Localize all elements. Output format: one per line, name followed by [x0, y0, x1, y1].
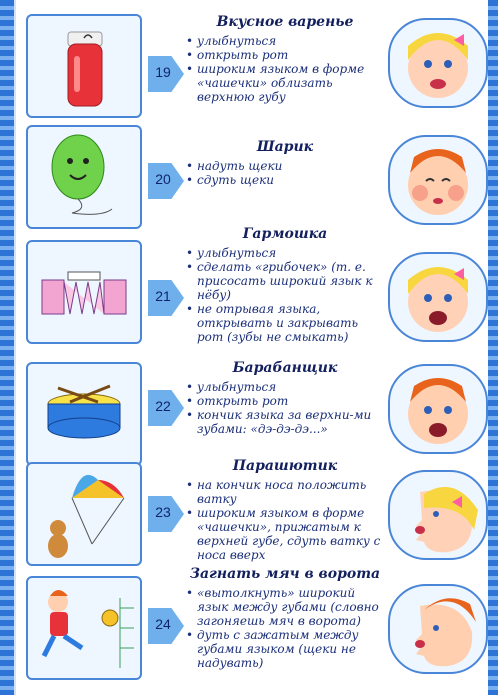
girl-profile-blowing-icon: [388, 470, 488, 560]
exercise-number-badge: 24: [148, 608, 184, 644]
boy-open-mouth-icon: [388, 364, 488, 454]
step-item: • улыбнуться: [186, 380, 384, 394]
step-item: • улыбнуться: [186, 246, 384, 260]
jam-jar-icon: [26, 14, 142, 118]
step-item: • не отрывая языка, открывать и закрывать рот (зубы не смыкать): [186, 302, 384, 344]
parachute-teddy-icon: [26, 462, 142, 566]
exercise-number-badge: 21: [148, 280, 184, 316]
exercise-row: [14, 566, 490, 690]
step-item: • сделать «грибочек» (т. е. присосать широкий язык к нёбу): [186, 260, 384, 302]
drum-icon: [26, 362, 142, 466]
exercise-number-badge: 19: [148, 56, 184, 92]
boy-puffed-cheeks-icon: [388, 135, 488, 225]
exercise-row: [14, 226, 490, 362]
exercise-title: Загнать мяч в ворота: [189, 566, 381, 582]
step-item: • сдуть щеки: [186, 173, 384, 187]
girl-licking-lip-icon: [388, 18, 488, 108]
step-item: • на кончик носа положить ватку: [186, 478, 384, 506]
exercise-row: [14, 360, 490, 460]
exercise-title: Барабанщик: [232, 360, 338, 376]
step-item: • широким языком в форме «чашечки» облизать верхнюю губу: [186, 62, 384, 104]
exercise-number-badge: 22: [148, 390, 184, 426]
exercise-row: [14, 458, 490, 570]
step-item: • широким языком в форме «чашечки», прижатым к верхней губе, сдуть ватку с носа вверх: [186, 506, 384, 562]
boy-kicking-ball-icon: [26, 576, 142, 680]
step-item: • кончик языка за верхни-ми зубами: «дэ-дэ-дэ...»: [186, 408, 384, 436]
step-item: • дуть с зажатым между губами языком (щеки не надувать): [186, 628, 384, 670]
exercise-steps: [186, 159, 384, 187]
exercise-steps: [186, 380, 384, 436]
boy-profile-blowing-icon: [388, 584, 488, 674]
exercise-steps: [186, 34, 384, 104]
exercise-title: Гармошка: [242, 226, 328, 242]
exercise-title: Вкусное варенье: [216, 14, 354, 30]
exercise-row: [14, 10, 490, 122]
exercise-steps: [186, 586, 384, 670]
exercise-number-badge: 23: [148, 496, 184, 532]
girl-open-mouth-icon: [388, 252, 488, 342]
step-item: • «вытолкнуть» широкий язык между губами (словно загоняешь мяч в ворота): [186, 586, 384, 628]
left-border-stripe: [0, 0, 14, 695]
accordion-icon: [26, 240, 142, 344]
step-item: • надуть щеки: [186, 159, 384, 173]
exercise-steps: [186, 478, 384, 562]
step-item: • открыть рот: [186, 48, 384, 62]
exercise-title: Шарик: [256, 139, 314, 155]
step-item: • открыть рот: [186, 394, 384, 408]
step-item: • улыбнуться: [186, 34, 384, 48]
exercise-title: Парашютик: [232, 458, 338, 474]
balloon-icon: [26, 125, 142, 229]
exercise-steps: [186, 246, 384, 344]
exercise-number-badge: 20: [148, 163, 184, 199]
exercise-row: [14, 125, 490, 230]
